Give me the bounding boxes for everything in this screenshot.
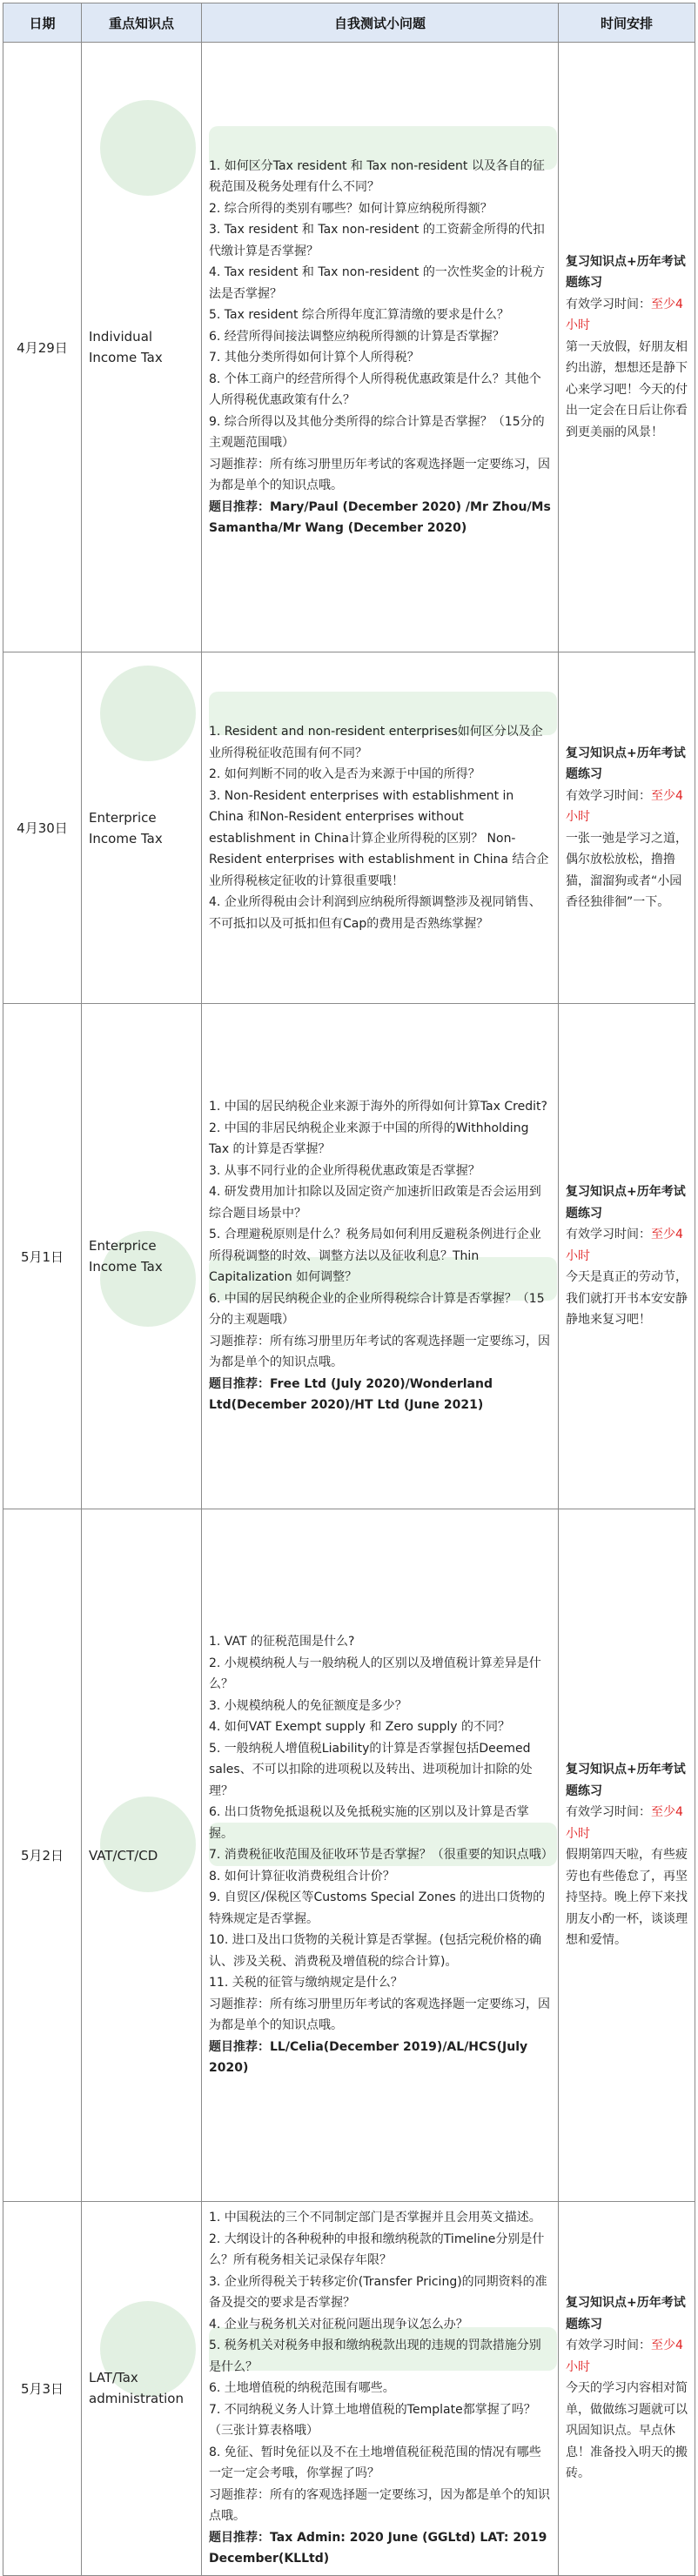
row-date: 5月3日 (3, 2202, 82, 2576)
schedule-note: 今天的学习内容相对简单，做做练习题就可以巩固知识点。早点休息！准备投入明天的搬砖。 (566, 2381, 688, 2480)
question-item: 8. 如何计算征收消费税组合计价？ (209, 1869, 395, 1883)
question-item: 2. 中国的非居民纳税企业来源于中国的所得的Withholding Tax 的计算是否掌握？ (209, 1121, 529, 1157)
question-item: 9. 综合所得以及其他分类所得的综合计算是否掌握？（15分的主观题范围哦） (209, 414, 545, 450)
question-item: 6. 中国的居民纳税企业的企业所得税综合计算是否掌握？（15分的主观题哦） (209, 1291, 545, 1328)
question-item: 习题推荐：所有练习册里历年考试的客观选择题一定要练习，因为都是单个的知识点哦。 (209, 457, 550, 492)
effective-study-time (566, 294, 688, 337)
question-item: 6. 出口货物免抵退税以及免抵税实施的区别以及计算是否掌握。 (209, 1805, 529, 1841)
question-item: 9. 自贸区/保税区等Customs Special Zones 的进出口货物的特殊规定是否掌握。 (209, 1890, 546, 1926)
schedule-title: 复习知识点+历年考试题练习 (566, 254, 686, 291)
question-item: 2. 综合所得的类别有哪些？如何计算应纳税所得额？ (209, 201, 493, 216)
minimum-hours: 至少4小时 (566, 2338, 683, 2374)
question-item: 2. 小规模纳税人与一般纳税人的区别以及增值税计算差异是什么？ (209, 1656, 541, 1692)
row-schedule (559, 1004, 695, 1509)
effective-time-label: 有效学习时间： (566, 788, 651, 803)
question-item: 6. 土地增值税的纳税范围有哪些。 (209, 2381, 395, 2395)
effective-time-label: 有效学习时间： (566, 1228, 651, 1242)
effective-time-label: 有效学习时间： (566, 2338, 651, 2352)
question-item: 7. 其他分类所得如何计算个人所得税？ (209, 351, 419, 365)
question-item: 5. 合理避税原则是什么？税务局如何利用反避税条例进行企业所得税调整的时效、调整方法以及征收利息？Thin Capitalization 如何调整？ (209, 1228, 541, 1285)
schedule-title: 复习知识点+历年考试题练习 (566, 2296, 686, 2332)
table-row (3, 1004, 695, 1509)
question-item: 11. 关税的征管与缴纳规定是什么？ (209, 1976, 403, 1991)
row-questions (202, 1004, 559, 1509)
question-item: 1. VAT 的征税范围是什么? (209, 1635, 355, 1649)
study-plan-table (3, 3, 695, 2576)
row-questions (202, 2202, 559, 2576)
minimum-hours: 至少4小时 (566, 788, 683, 824)
effective-time-label: 有效学习时间： (566, 1805, 651, 1820)
recommended-questions: 题目推荐：Tax Admin: 2020 June (GGLtd) LAT: 2019 December(KLLtd) (209, 2530, 547, 2566)
schedule-title: 复习知识点+历年考试题练习 (566, 746, 686, 781)
effective-study-time (566, 1802, 688, 1844)
table-row (3, 652, 695, 1004)
question-item: 5. 税务机关对税务申报和缴纳税款出现的违规的罚款措施分别是什么？ (209, 2338, 541, 2374)
question-item: 1. Resident and non-resident enterprises如何区分以及企业所得税征收范围有何不同？ (209, 725, 543, 760)
question-item: 1. 中国税法的三个不同制定部门是否掌握并且会用英文描述。 (209, 2211, 541, 2225)
minimum-hours: 至少4小时 (566, 1228, 683, 1263)
header-self-test: 自我测试小问题 (202, 3, 559, 43)
question-item: 7. 消费税征收范围及征收环节是否掌握？（很重要的知识点哦） (209, 1848, 554, 1863)
recommended-questions: 题目推荐：Free Ltd (July 2020)/Wonderland Ltd(December 2020)/HT Ltd (June 2021) (209, 1376, 493, 1413)
question-item: 1. 如何区分Tax resident 和 Tax non-resident 以及各自的征税范围及税务处理有什么不同？ (209, 158, 545, 194)
row-topic: VAT/CT/CD (82, 1509, 202, 2202)
row-questions (202, 43, 559, 652)
question-item: 7. 不同纳税义务人计算土地增值税的Template都掌握了吗？（三张计算表格哦） (209, 2402, 536, 2438)
row-topic: Enterprice Income Tax (82, 1004, 202, 1509)
schedule-note: 一张一弛是学习之道，偶尔放松放松，撸撸猫，溜溜狗或者“小园香径独徘徊”一下。 (566, 831, 688, 909)
question-item: 6. 经营所得间接法调整应纳税所得额的计算是否掌握？ (209, 329, 505, 344)
row-date: 4月29日 (3, 43, 82, 652)
question-item: 5. Tax resident 综合所得年度汇算清缴的要求是什么？ (209, 308, 509, 322)
question-item: 4. 企业所得税由会计利润到应纳税所得额调整涉及视同销售、不可抵扣以及可抵扣但有Cap的费用是否熟练掌握？ (209, 895, 541, 931)
row-date: 4月30日 (3, 652, 82, 1004)
question-item: 4. Tax resident 和 Tax non-resident 的一次性奖金的计税方法是否掌握？ (209, 265, 545, 301)
question-item: 3. 小规模纳税人的免征额度是多少？ (209, 1698, 407, 1713)
row-date: 5月2日 (3, 1509, 82, 2202)
table-row (3, 2202, 695, 2576)
schedule-title: 复习知识点+历年考试题练习 (566, 1763, 686, 1798)
row-schedule (559, 1509, 695, 2202)
question-item: 5. 一般纳税人增值税Liability的计算是否掌握包括Deemed sales、不可以扣除的进项税以及转出、进项税加计扣除的处理？ (209, 1741, 533, 1798)
question-item: 3. Tax resident 和 Tax non-resident 的工资薪金所得的代扣代缴计算是否掌握？ (209, 223, 545, 258)
schedule-title: 复习知识点+历年考试题练习 (566, 1185, 686, 1221)
question-item: 2. 大纲设计的各种税种的申报和缴纳税款的Timeline分别是什么？所有税务相关记录保存年限？ (209, 2231, 545, 2267)
question-item: 4. 企业与税务机关对征税问题出现争议怎么办？ (209, 2317, 468, 2332)
effective-study-time (566, 1224, 688, 1267)
table-header-row (3, 3, 695, 43)
table-row (3, 1509, 695, 2202)
row-questions (202, 1509, 559, 2202)
header-key-topic: 重点知识点 (82, 3, 202, 43)
question-item: 2. 如何判断不同的收入是否为来源于中国的所得？ (209, 767, 480, 781)
question-item: 10. 进口及出口货物的关税计算是否掌握。(包括完税价格的确认、涉及关税、消费税及增值税的综合计算)。 (209, 1933, 542, 1969)
question-item: 习题推荐：所有练习册里历年考试的客观选择题一定要练习，因为都是单个的知识点哦。 (209, 1334, 550, 1370)
question-item: 3. 从事不同行业的企业所得税优惠政策是否掌握？ (209, 1163, 480, 1178)
row-schedule (559, 652, 695, 1004)
question-item: 4. 如何VAT Exempt supply 和 Zero supply 的不同？ (209, 1720, 511, 1735)
row-schedule (559, 43, 695, 652)
row-topic: Enterprice Income Tax (82, 652, 202, 1004)
question-item: 习题推荐：所有的客观选择题一定要练习，因为都是单个的知识点哦。 (209, 2487, 550, 2523)
row-questions (202, 652, 559, 1004)
schedule-note: 今天是真正的劳动节，我们就打开书本安安静静地来复习吧！ (566, 1270, 688, 1328)
schedule-note: 第一天放假，好朋友相约出游，想想还是静下心来学习吧！今天的付出一定会在日后让你看到更美丽的风景！ (566, 339, 688, 439)
question-item: 4. 研发费用加计扣除以及固定资产加速折旧政策是否会运用到综合题目场景中？ (209, 1185, 541, 1221)
minimum-hours: 至少4小时 (566, 297, 683, 333)
schedule-note: 假期第四天啦，有些疲劳也有些倦怠了，再坚持坚持。晚上停下来找朋友小酌一杯，谈谈理想和爱情。 (566, 1848, 688, 1948)
row-topic: Individual Income Tax (82, 43, 202, 652)
question-item: 习题推荐：所有练习册里历年考试的客观选择题一定要练习，因为都是单个的知识点哦。 (209, 1997, 550, 2033)
effective-study-time (566, 786, 688, 828)
minimum-hours: 至少4小时 (566, 1805, 683, 1841)
row-schedule (559, 2202, 695, 2576)
effective-study-time (566, 2335, 688, 2378)
question-item: 1. 中国的居民纳税企业来源于海外的所得如何计算Tax Credit? (209, 1100, 547, 1114)
recommended-questions: 题目推荐：LL/Celia(December 2019)/AL/HCS(July 2020) (209, 2039, 528, 2076)
recommended-questions: 题目推荐：Mary/Paul (December 2020) /Mr Zhou/Ms Samantha/Mr Wang (December 2020) (209, 499, 551, 535)
question-item: 8. 免征、暂时免征以及不在土地增值税征税范围的情况有哪些一定一定会考哦，你掌握了吗？ (209, 2445, 541, 2480)
header-date: 日期 (3, 3, 82, 43)
table-row (3, 43, 695, 652)
row-topic: LAT/Tax administration (82, 2202, 202, 2576)
effective-time-label: 有效学习时间： (566, 297, 651, 311)
question-item: 8. 个体工商户的经营所得个人所得税优惠政策是什么？其他个人所得税优惠政策有什么？ (209, 371, 541, 407)
header-schedule: 时间安排 (559, 3, 695, 43)
question-item: 3. Non-Resident enterprises with establishment in China 和Non-Resident enterprises without establishment in China计算企业所得税的区别？ Non-Resident enterprises with establishment in China 结合企业所得税核定征收的计算很重要哦！ (209, 788, 549, 888)
table-body (3, 43, 695, 2576)
row-date: 5月1日 (3, 1004, 82, 1509)
question-item: 3. 企业所得税关于转移定价(Transfer Pricing)的同期资料的准备及提交的要求是否掌握？ (209, 2274, 547, 2310)
